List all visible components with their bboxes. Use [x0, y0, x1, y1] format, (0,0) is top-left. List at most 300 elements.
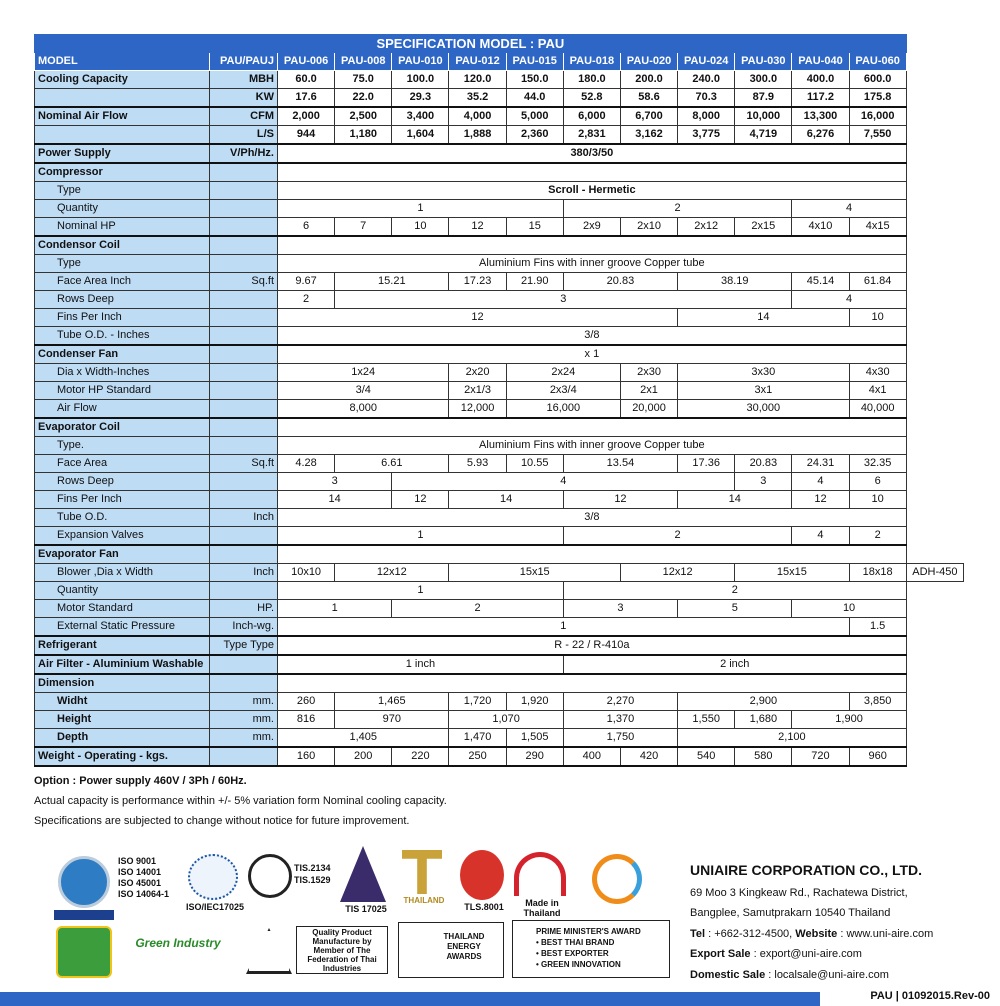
- row-unit: [210, 364, 278, 382]
- made-in-thailand-icon: [514, 852, 566, 896]
- table-row: [35, 655, 964, 674]
- table-cell: 4: [792, 291, 906, 309]
- table-cell: [278, 418, 907, 437]
- table-cell: 2,831: [563, 126, 620, 145]
- table-cell: 14: [678, 309, 849, 327]
- tis-mark-icon: [248, 854, 292, 898]
- company-info: [690, 860, 933, 985]
- table-cell: 2x30: [620, 364, 677, 382]
- row-label: Type.: [35, 437, 210, 455]
- row-label: Compressor: [35, 163, 210, 182]
- table-cell: 5.93: [449, 455, 506, 473]
- table-cell: 10,000: [735, 107, 792, 126]
- table-cell: 12: [392, 491, 449, 509]
- table-cell: 3: [278, 473, 392, 491]
- table-cell: 12: [278, 309, 678, 327]
- row-label: Blower ,Dia x Width: [35, 564, 210, 582]
- tls-emblem-icon: [460, 850, 504, 900]
- table-cell: 87.9: [735, 89, 792, 108]
- table-title: SPECIFICATION MODEL : PAU: [35, 35, 907, 53]
- model-col-header: PAU-060: [849, 53, 906, 71]
- table-cell: 1,070: [449, 711, 563, 729]
- table-row: [35, 564, 964, 582]
- table-cell: 20,000: [620, 400, 677, 419]
- row-unit: Sq.ft: [210, 455, 278, 473]
- table-row: [35, 236, 964, 255]
- table-cell: 4x30: [849, 364, 906, 382]
- row-unit: L/S: [210, 126, 278, 145]
- table-cell: 8,000: [278, 400, 449, 419]
- table-cell: 6,000: [563, 107, 620, 126]
- table-row: [35, 674, 964, 693]
- row-label: [35, 89, 210, 108]
- model-col-header: PAU-012: [449, 53, 506, 71]
- row-unit: Type Type: [210, 636, 278, 655]
- table-cell: 1: [278, 527, 564, 546]
- table-cell: 15x15: [735, 564, 849, 582]
- row-label: Motor HP Standard: [35, 382, 210, 400]
- row-unit: CFM: [210, 107, 278, 126]
- table-cell: 12: [563, 491, 677, 509]
- table-row: [35, 273, 964, 291]
- table-row: [35, 309, 964, 327]
- table-cell: 3/8: [278, 509, 907, 527]
- row-unit: [210, 182, 278, 200]
- row-label: External Static Pressure: [35, 618, 210, 637]
- table-cell: 13.54: [563, 455, 677, 473]
- table-cell: 20.83: [563, 273, 677, 291]
- table-row: [35, 364, 964, 382]
- row-label: Face Area: [35, 455, 210, 473]
- table-cell: 100.0: [392, 71, 449, 89]
- table-row: [35, 382, 964, 400]
- row-unit: Inch-wg.: [210, 618, 278, 637]
- row-unit: Inch: [210, 509, 278, 527]
- row-unit: [210, 327, 278, 346]
- row-label: Widht: [35, 693, 210, 711]
- tis17025-label: TIS 17025: [345, 904, 387, 914]
- table-cell: 1,180: [335, 126, 392, 145]
- table-cell: 944: [278, 126, 335, 145]
- table-cell: 3: [563, 600, 677, 618]
- model-col-header: PAU-010: [392, 53, 449, 71]
- row-label: Fins Per Inch: [35, 491, 210, 509]
- table-cell: 44.0: [506, 89, 563, 108]
- row-label: Height: [35, 711, 210, 729]
- table-cell: 32.35: [849, 455, 906, 473]
- table-cell: 12x12: [335, 564, 449, 582]
- tis17025-emblem-icon: [340, 846, 386, 902]
- table-cell: 1,604: [392, 126, 449, 145]
- table-cell: 120.0: [449, 71, 506, 89]
- table-cell: 4: [392, 473, 735, 491]
- table-row: [35, 126, 964, 145]
- table-row: [35, 600, 964, 618]
- table-cell: 17.6: [278, 89, 335, 108]
- table-cell: 2: [278, 291, 335, 309]
- table-cell: 7: [335, 218, 392, 237]
- table-cell: 2x20: [449, 364, 506, 382]
- iso-list: ISO 9001 ISO 14001 ISO 45001 ISO 14064-1: [118, 856, 170, 899]
- table-row: [35, 345, 964, 364]
- table-row: [35, 200, 964, 218]
- row-unit: [210, 545, 278, 564]
- table-cell: 8,000: [678, 107, 735, 126]
- table-cell: 200: [335, 747, 392, 766]
- thailand-trusted-icon: [402, 850, 442, 894]
- model-series: PAU/PAUJ: [210, 53, 278, 71]
- table-cell: 1 inch: [278, 655, 564, 674]
- table-cell: 4: [792, 200, 906, 218]
- table-cell: 3: [735, 473, 792, 491]
- row-unit: [210, 527, 278, 546]
- table-cell: 2 inch: [563, 655, 906, 674]
- table-cell: 1: [278, 582, 564, 600]
- row-label: Air Filter - Aluminium Washable: [35, 655, 210, 674]
- table-cell: 4x1: [849, 382, 906, 400]
- company-address-1: 69 Moo 3 Kingkeaw Rd., Rachatewa District,: [690, 886, 908, 899]
- table-cell: 12: [449, 218, 506, 237]
- table-row: [35, 618, 964, 637]
- pm-award-label: PRIME MINISTER'S AWARD • BEST THAI BRAND • BEST EXPORTER • GREEN INNOVATION: [536, 927, 641, 969]
- table-cell: 10: [392, 218, 449, 237]
- row-unit: V/Ph/Hz.: [210, 144, 278, 163]
- table-row: [35, 729, 964, 748]
- thailand-trusted-label: THAILAND: [403, 896, 445, 905]
- table-cell: 2: [563, 200, 792, 218]
- table-cell: 10.55: [506, 455, 563, 473]
- table-cell: 2: [563, 527, 792, 546]
- table-cell: 960: [849, 747, 906, 766]
- row-unit: Inch: [210, 564, 278, 582]
- row-unit: [210, 218, 278, 237]
- table-cell: 24.31: [792, 455, 849, 473]
- row-label: Tube O.D. - Inches: [35, 327, 210, 346]
- table-cell: 2x1: [620, 382, 677, 400]
- table-row: [35, 693, 964, 711]
- table-cell: 3/8: [278, 327, 907, 346]
- table-cell: 9.67: [278, 273, 335, 291]
- row-label: Nominal HP: [35, 218, 210, 237]
- row-unit: [210, 345, 278, 364]
- company-name: UNIAIRE CORPORATION CO., LTD.: [690, 862, 923, 878]
- table-row: [35, 527, 964, 546]
- table-cell: 2x24: [506, 364, 620, 382]
- table-cell: 2,360: [506, 126, 563, 145]
- row-unit: KW: [210, 89, 278, 108]
- model-col-header: PAU-020: [620, 53, 677, 71]
- row-label: Condensor Coil: [35, 236, 210, 255]
- table-cell: 10: [849, 491, 906, 509]
- row-label: Air Flow: [35, 400, 210, 419]
- table-cell: R - 22 / R-410a: [278, 636, 907, 655]
- model-header-row: [35, 53, 964, 71]
- masci-globe-icon: [58, 856, 110, 908]
- table-cell: 3,400: [392, 107, 449, 126]
- table-cell: 2x12: [678, 218, 735, 237]
- table-cell: 420: [620, 747, 677, 766]
- table-cell: 3: [335, 291, 792, 309]
- option-note: Option : Power supply 460V / 3Ph / 60Hz.: [34, 775, 247, 787]
- table-cell: 14: [678, 491, 792, 509]
- table-cell: 2,900: [678, 693, 849, 711]
- table-cell: x 1: [278, 345, 907, 364]
- table-cell: 16,000: [506, 400, 620, 419]
- row-unit: [210, 473, 278, 491]
- table-cell: 4,719: [735, 126, 792, 145]
- table-cell: 38.19: [678, 273, 792, 291]
- model-col-header: PAU-018: [563, 53, 620, 71]
- row-label: Dia x Width-Inches: [35, 364, 210, 382]
- footer-bar: [0, 992, 820, 1006]
- table-cell: 58.6: [620, 89, 677, 108]
- model-col-header: PAU-006: [278, 53, 335, 71]
- row-label: Face Area Inch: [35, 273, 210, 291]
- model-col-header: PAU-008: [335, 53, 392, 71]
- iso-17025-label: ISO/IEC17025: [185, 902, 245, 912]
- table-cell: 540: [678, 747, 735, 766]
- table-cell: 720: [792, 747, 849, 766]
- row-label: Dimension: [35, 674, 210, 693]
- table-cell: 1,470: [449, 729, 506, 748]
- row-unit: [210, 255, 278, 273]
- company-address-2: Bangplee, Samutprakarn 10540 Thailand: [690, 907, 891, 919]
- row-unit: [210, 291, 278, 309]
- table-cell: 6: [849, 473, 906, 491]
- row-unit: [210, 236, 278, 255]
- row-unit: [210, 418, 278, 437]
- spec-table: [34, 34, 964, 767]
- table-cell: 4.28: [278, 455, 335, 473]
- table-cell: 6.61: [335, 455, 449, 473]
- table-row: [35, 218, 964, 237]
- table-row: [35, 437, 964, 455]
- table-cell: 3,775: [678, 126, 735, 145]
- table-row: [35, 509, 964, 527]
- made-in-thailand-label: Made in Thailand: [523, 898, 561, 918]
- table-cell: 20.83: [735, 455, 792, 473]
- table-cell: 400: [563, 747, 620, 766]
- table-cell: 12x12: [620, 564, 734, 582]
- table-cell: 4,000: [449, 107, 506, 126]
- table-cell: 13,300: [792, 107, 849, 126]
- table-cell: 2x3/4: [506, 382, 620, 400]
- table-row: [35, 327, 964, 346]
- company-domestic: Domestic Sale : localsale@uni-aire.com: [690, 968, 889, 981]
- green-organization-icon: [592, 854, 642, 904]
- table-cell: 6,700: [620, 107, 677, 126]
- row-label: [35, 126, 210, 145]
- table-cell: 380/3/50: [278, 144, 907, 163]
- table-cell: 180.0: [563, 71, 620, 89]
- table-cell: [278, 236, 907, 255]
- table-cell: 70.3: [678, 89, 735, 108]
- table-row: [35, 400, 964, 419]
- table-cell: 60.0: [278, 71, 335, 89]
- table-cell: 17.23: [449, 273, 506, 291]
- table-cell: 1: [278, 600, 392, 618]
- row-unit: [210, 382, 278, 400]
- table-cell: 3x30: [678, 364, 849, 382]
- row-unit: mm.: [210, 711, 278, 729]
- row-label: Power Supply: [35, 144, 210, 163]
- company-contact: Tel : +662-312-4500, Website : www.uni-aire.com: [690, 927, 934, 940]
- table-cell: 600.0: [849, 71, 906, 89]
- row-unit: [210, 200, 278, 218]
- table-row: [35, 473, 964, 491]
- table-cell: 30,000: [678, 400, 849, 419]
- row-label: Nominal Air Flow: [35, 107, 210, 126]
- table-cell: 117.2: [792, 89, 849, 108]
- table-cell: 29.3: [392, 89, 449, 108]
- table-cell: 3/4: [278, 382, 449, 400]
- footer-code: PAU | 01092015.Rev-00: [870, 990, 990, 1002]
- table-cell: 4x10: [792, 218, 849, 237]
- table-cell: 1,370: [563, 711, 677, 729]
- row-label: Rows Deep: [35, 473, 210, 491]
- table-cell: 10: [792, 600, 906, 618]
- table-row: [35, 71, 964, 89]
- energy-label-5-icon: [56, 926, 112, 978]
- table-row: [35, 163, 964, 182]
- table-cell: [278, 163, 907, 182]
- row-unit: mm.: [210, 693, 278, 711]
- table-row: [35, 582, 964, 600]
- table-cell: 580: [735, 747, 792, 766]
- table-cell: 2: [563, 582, 906, 600]
- table-cell: 2,100: [678, 729, 907, 748]
- table-cell: 5: [678, 600, 792, 618]
- table-cell: 2,000: [278, 107, 335, 126]
- row-label: Depth: [35, 729, 210, 748]
- table-cell: 400.0: [792, 71, 849, 89]
- table-cell: 1,900: [792, 711, 906, 729]
- row-label: Condenser Fan: [35, 345, 210, 364]
- table-cell: 2: [392, 600, 563, 618]
- table-cell: 2x9: [563, 218, 620, 237]
- table-cell: 16,000: [849, 107, 906, 126]
- table-row: [35, 491, 964, 509]
- tis-codes: TIS.2134 TIS.1529: [294, 863, 331, 885]
- row-unit: [210, 747, 278, 766]
- table-cell: 4: [792, 527, 849, 546]
- table-cell: 1,505: [506, 729, 563, 748]
- model-label: MODEL: [35, 53, 210, 71]
- row-label: Type: [35, 255, 210, 273]
- row-label: Cooling Capacity: [35, 71, 210, 89]
- iec-globe-icon: [188, 854, 238, 900]
- table-cell: 1.5: [849, 618, 906, 637]
- table-cell: 40,000: [849, 400, 906, 419]
- table-cell: 21.90: [506, 273, 563, 291]
- table-cell: 2x1/3: [449, 382, 506, 400]
- table-cell: 15x15: [449, 564, 620, 582]
- masci-label: [54, 910, 114, 920]
- table-cell: 75.0: [335, 71, 392, 89]
- table-cell: 2,270: [563, 693, 677, 711]
- table-cell: 12,000: [449, 400, 506, 419]
- row-unit: [210, 309, 278, 327]
- table-row: [35, 418, 964, 437]
- table-cell: 10: [849, 309, 906, 327]
- row-unit: [210, 655, 278, 674]
- table-cell: Aluminium Fins with inner groove Copper tube: [278, 437, 907, 455]
- row-unit: MBH: [210, 71, 278, 89]
- table-cell: 15.21: [335, 273, 449, 291]
- quality-product-label: Quality Product Manufacture by Member of The Federation of Thai Industries: [296, 926, 388, 974]
- table-cell: 3x1: [678, 382, 849, 400]
- row-label: Motor Standard: [35, 600, 210, 618]
- table-cell: 970: [335, 711, 449, 729]
- table-cell: 14: [449, 491, 563, 509]
- table-cell: [278, 545, 907, 564]
- table-cell: 290: [506, 747, 563, 766]
- table-cell: 61.84: [849, 273, 906, 291]
- fti-mark-icon: [246, 928, 292, 974]
- table-cell: 5,000: [506, 107, 563, 126]
- row-unit: mm.: [210, 729, 278, 748]
- table-cell: 2,500: [335, 107, 392, 126]
- spec-change-note: Specifications are subjected to change without notice for future improvement.: [34, 815, 410, 827]
- table-row: [35, 89, 964, 108]
- table-cell: 45.14: [792, 273, 849, 291]
- row-label: Rows Deep: [35, 291, 210, 309]
- table-cell: 816: [278, 711, 335, 729]
- table-cell: 12: [792, 491, 849, 509]
- table-cell: 14: [278, 491, 392, 509]
- table-cell: 250: [449, 747, 506, 766]
- table-cell: 1,750: [563, 729, 677, 748]
- table-row: [35, 545, 964, 564]
- table-cell: 52.8: [563, 89, 620, 108]
- table-row: [35, 291, 964, 309]
- table-cell: ADH-450: [906, 564, 963, 582]
- row-unit: [210, 163, 278, 182]
- green-industry-label: Green Industry: [135, 936, 221, 950]
- table-cell: 6: [278, 218, 335, 237]
- row-label: Weight - Operating - kgs.: [35, 747, 210, 766]
- row-label: Quantity: [35, 582, 210, 600]
- table-cell: 7,550: [849, 126, 906, 145]
- model-col-header: PAU-015: [506, 53, 563, 71]
- row-label: Evaporator Fan: [35, 545, 210, 564]
- table-cell: 4: [792, 473, 849, 491]
- row-label: Quantity: [35, 200, 210, 218]
- table-cell: 200.0: [620, 71, 677, 89]
- table-row: [35, 636, 964, 655]
- certification-logos: [40, 840, 680, 982]
- row-unit: [210, 437, 278, 455]
- table-cell: 22.0: [335, 89, 392, 108]
- table-title-row: [35, 35, 964, 53]
- row-unit: [210, 674, 278, 693]
- energy-awards-label: THAILAND ENERGY AWARDS: [443, 932, 485, 961]
- table-cell: 220: [392, 747, 449, 766]
- table-cell: 3,162: [620, 126, 677, 145]
- table-row: [35, 255, 964, 273]
- row-label: Expansion Valves: [35, 527, 210, 546]
- row-unit: [210, 491, 278, 509]
- table-cell: 17.36: [678, 455, 735, 473]
- table-row: [35, 182, 964, 200]
- row-unit: [210, 400, 278, 419]
- table-row: [35, 747, 964, 766]
- row-unit: [210, 582, 278, 600]
- table-cell: 1,405: [278, 729, 449, 748]
- table-cell: 1,465: [335, 693, 449, 711]
- table-cell: 1,888: [449, 126, 506, 145]
- table-cell: 1,680: [735, 711, 792, 729]
